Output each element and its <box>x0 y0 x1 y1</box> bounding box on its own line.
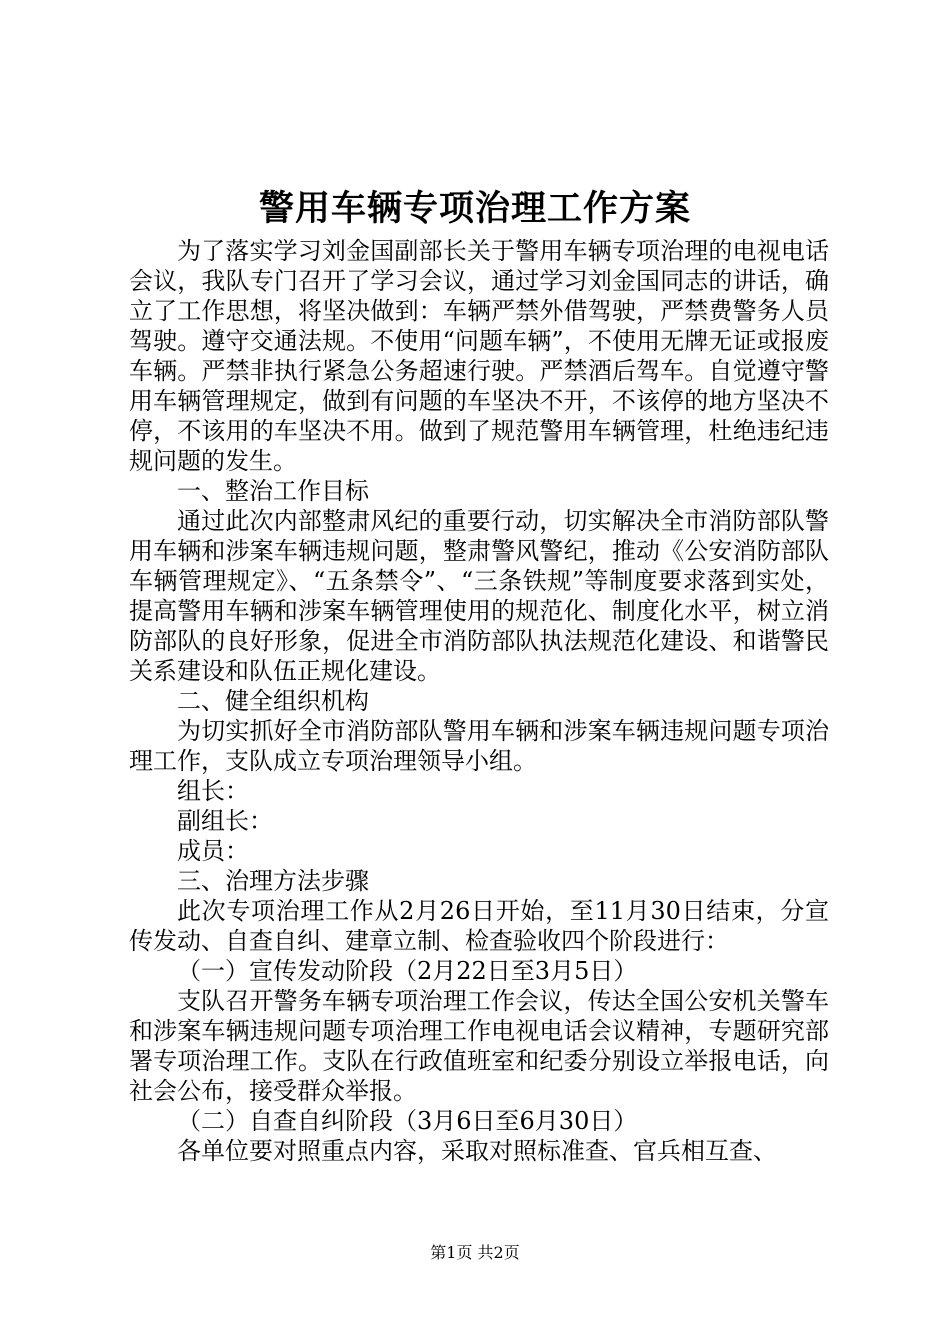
line-members: 成员： <box>177 837 249 865</box>
paragraph-phase-1: 支队召开警务车辆专项治理工作会议，传达全国公安机关警车和涉案车辆违规问题专项治理工作电视电话会议精神，专题研究部署专项治理工作。支队在行政值班室和纪委分别设立举报电话，向社会公布，接受群众举报。 <box>129 987 829 1105</box>
paragraph-intro: 为了落实学习刘金国副部长关于警用车辆专项治理的电视电话会议，我队专门召开了学习会议，通过学习刘金国同志的讲话，确立了工作思想，将坚决做到：车辆严禁外借驾驶，严禁费警务人员驾驶。遵守交通法规。不使用“问题车辆”，不使用无牌无证或报废车辆。严禁非执行紧急公务超速行驶。严禁酒后驾车。自觉遵守警用车辆管理规定，做到有问题的车坚决不开，不该停的地方坚决不停，不该用的车坚决不用。做到了规范警用车辆管理，杜绝违纪违规问题的发生。 <box>129 237 829 475</box>
subheading-phase-1: （一）宣传发动阶段（2月22日至3月5日） <box>177 957 638 985</box>
section-heading-steps: 三、治理方法步骤 <box>177 867 369 895</box>
section-heading-goals: 一、整治工作目标 <box>177 477 369 505</box>
line-deputy-leader: 副组长： <box>177 807 273 835</box>
paragraph-steps: 此次专项治理工作从2月26日开始，至11月30日结束，分宣传发动、自查自纠、建章立制、检查验收四个阶段进行： <box>129 897 829 955</box>
subheading-phase-2: （二）自查自纠阶段（3月6日至6月30日） <box>177 1107 638 1135</box>
section-heading-organization: 二、健全组织机构 <box>177 687 369 715</box>
document-title: 警用车辆专项治理工作方案 <box>258 188 691 229</box>
paragraph-phase-2: 各单位要对照重点内容，采取对照标准查、官兵相互查、 <box>177 1137 777 1165</box>
page-footer: 第1页 共2页 <box>430 1243 520 1262</box>
paragraph-goals: 通过此次内部整肃风纪的重要行动，切实解决全市消防部队警用车辆和涉案车辆违规问题，整肃警风警纪，推动《公安消防部队车辆管理规定》、“五条禁令”、“三条铁规”等制度要求落到实处，提高警用车辆和涉案车辆管理使用的规范化、制度化水平，树立消防部队的良好形象，促进全市消防部队执法规范化建设、和谐警民关系建设和队伍正规化建设。 <box>129 507 829 685</box>
line-team-leader: 组长： <box>177 777 249 805</box>
paragraph-organization: 为切实抓好全市消防部队警用车辆和涉案车辆违规问题专项治理工作，支队成立专项治理领导小组。 <box>129 717 829 775</box>
document-body <box>129 236 829 1166</box>
